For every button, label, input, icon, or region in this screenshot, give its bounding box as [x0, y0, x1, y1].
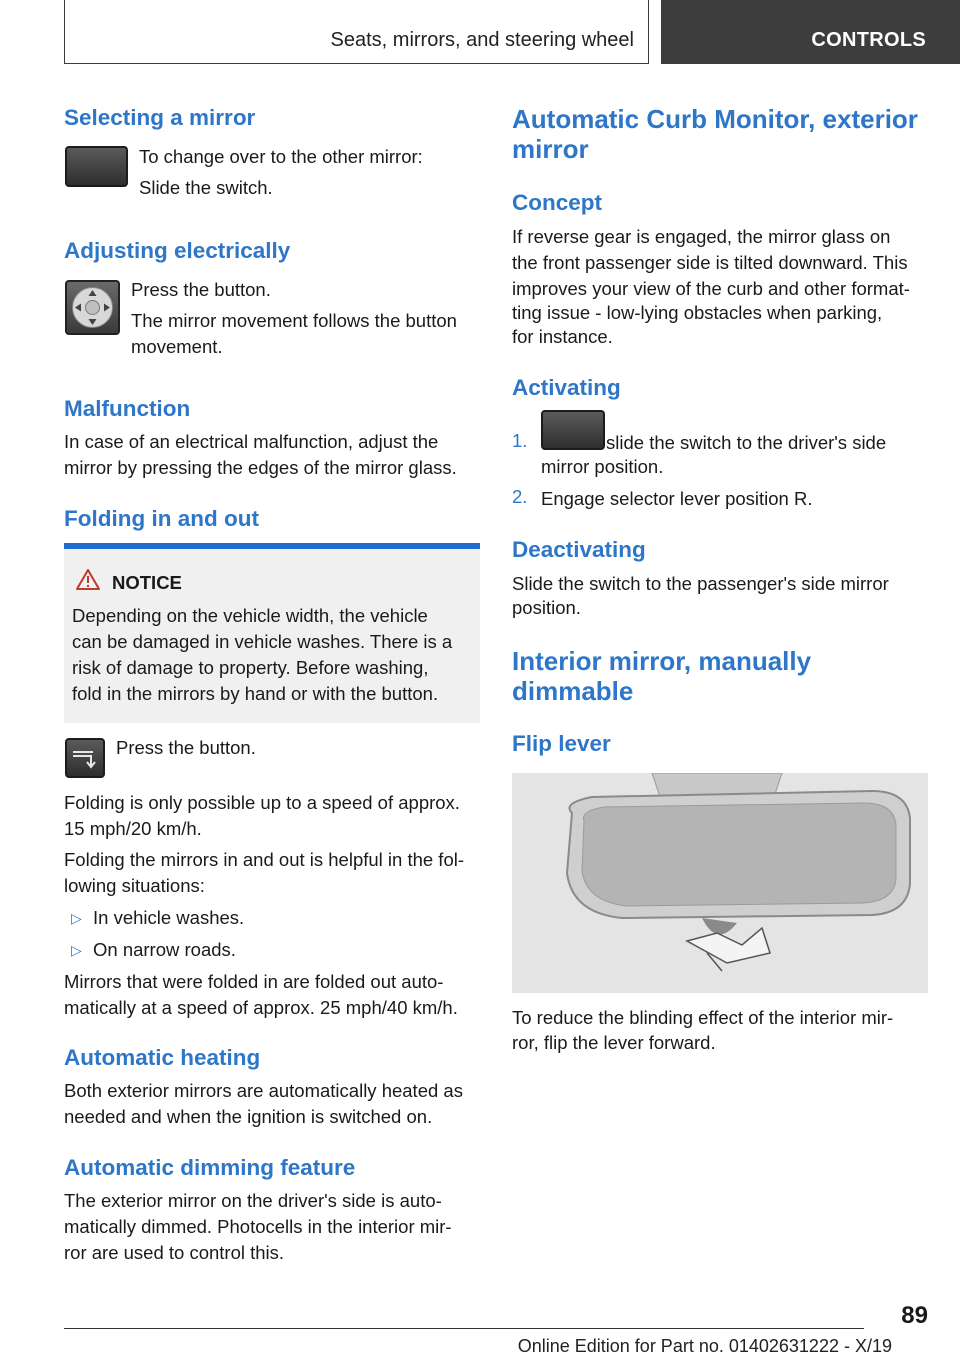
header-section-title: Seats, mirrors, and steering wheel [330, 29, 634, 51]
notice-title: NOTICE [112, 572, 182, 593]
text-flip-1: To reduce the blinding effect of the interior mir‐ [512, 1007, 894, 1028]
text-deactivating-1: Slide the switch to the passenger's side mirror [512, 573, 889, 594]
text-folding-5: Mirrors that were folded in are folded out auto‐ [64, 971, 444, 992]
text-folding-6: matically at a speed of approx. 25 mph/40 km/h. [64, 997, 458, 1018]
text-selecting-1: To change over to the other mirror: [139, 146, 423, 167]
text-dimming-1: The exterior mirror on the driver's side is auto‐ [64, 1190, 442, 1211]
dpad-button-icon [65, 280, 120, 335]
warning-triangle-icon [76, 569, 100, 590]
bullet-icon: ▷ [71, 942, 82, 958]
text-activating-1b: mirror position. [541, 456, 664, 477]
text-activating-1a: slide the switch to the driver's side [606, 432, 887, 453]
text-deactivating-2: position. [512, 597, 581, 618]
step-number: 2. [512, 486, 528, 507]
text-heating-1: Both exterior mirrors are automatically heated as [64, 1080, 463, 1101]
heading-folding: Folding in and out [64, 506, 259, 531]
text-dimming-2: matically dimmed. Photocells in the interior mir‐ [64, 1216, 452, 1237]
text-malfunction-2: mirror by pressing the edges of the mirror glass. [64, 457, 457, 478]
notice-text-2: can be damaged in vehicle washes. There is a [72, 631, 453, 652]
text-concept-5: for instance. [512, 326, 613, 347]
list-item: In vehicle washes. [93, 907, 245, 928]
footer-edition: Online Edition for Part no. 01402631222 - X/19 [517, 1336, 892, 1356]
heading-curb-monitor-2: mirror [512, 134, 589, 164]
heading-selecting-mirror: Selecting a mirror [64, 105, 256, 130]
text-dimming-3: ror are used to control this. [64, 1242, 285, 1263]
text-heating-2: needed and when the ignition is switched on. [64, 1106, 433, 1127]
text-selecting-2: Slide the switch. [139, 177, 273, 198]
text-press-button: Press the button. [116, 737, 256, 758]
header-chapter-box [661, 0, 960, 64]
text-activating-2: Engage selector lever position R. [541, 488, 813, 509]
text-flip-2: ror, flip the lever forward. [512, 1032, 716, 1053]
heading-interior-mirror-1: Interior mirror, manually [512, 646, 812, 676]
notice-text-4: fold in the mirrors by hand or with the button. [72, 683, 439, 704]
notice-text-1: Depending on the vehicle width, the vehicle [72, 605, 428, 626]
heading-activating: Activating [512, 375, 621, 400]
heading-flip-lever: Flip lever [512, 731, 611, 756]
text-folding-2: 15 mph/20 km/h. [64, 818, 202, 839]
text-adjusting-3: movement. [131, 336, 223, 357]
text-adjusting-2: The mirror movement follows the button [131, 310, 457, 331]
text-concept-2: the front passenger side is tilted downward. This [512, 252, 908, 273]
header-section-box [64, 0, 649, 64]
heading-heating: Automatic heating [64, 1045, 261, 1070]
text-folding-4: lowing situations: [64, 875, 205, 896]
fold-button-icon [65, 738, 105, 778]
heading-concept: Concept [512, 190, 602, 215]
mirror-switch-icon [541, 410, 605, 450]
list-item: On narrow roads. [93, 939, 236, 960]
header-chapter-title: CONTROLS [811, 29, 926, 51]
heading-deactivating: Deactivating [512, 537, 646, 562]
page-number: 89 [901, 1302, 928, 1329]
notice-text-3: risk of damage to property. Before washing, [72, 657, 429, 678]
text-adjusting-1: Press the button. [131, 279, 271, 300]
heading-dimming: Automatic dimming feature [64, 1155, 356, 1180]
text-concept-4: ting issue - low-lying obstacles when parking, [512, 302, 883, 323]
text-concept-3: improves your view of the curb and other format‐ [512, 278, 910, 299]
text-folding-3: Folding the mirrors in and out is helpful in the fol‐ [64, 849, 465, 870]
heading-curb-monitor-1: Automatic Curb Monitor, exterior [512, 104, 918, 134]
heading-interior-mirror-2: dimmable [512, 676, 634, 706]
footer-divider [64, 1328, 864, 1329]
heading-adjusting: Adjusting electrically [64, 238, 291, 263]
heading-malfunction: Malfunction [64, 396, 191, 421]
step-number: 1. [512, 430, 528, 451]
bullet-icon: ▷ [71, 910, 82, 926]
text-folding-1: Folding is only possible up to a speed of approx. [64, 792, 460, 813]
text-malfunction-1: In case of an electrical malfunction, adjust the [64, 431, 439, 452]
interior-mirror-illustration [512, 773, 928, 993]
text-concept-1: If reverse gear is engaged, the mirror glass on [512, 226, 891, 247]
mirror-switch-icon [65, 146, 128, 187]
